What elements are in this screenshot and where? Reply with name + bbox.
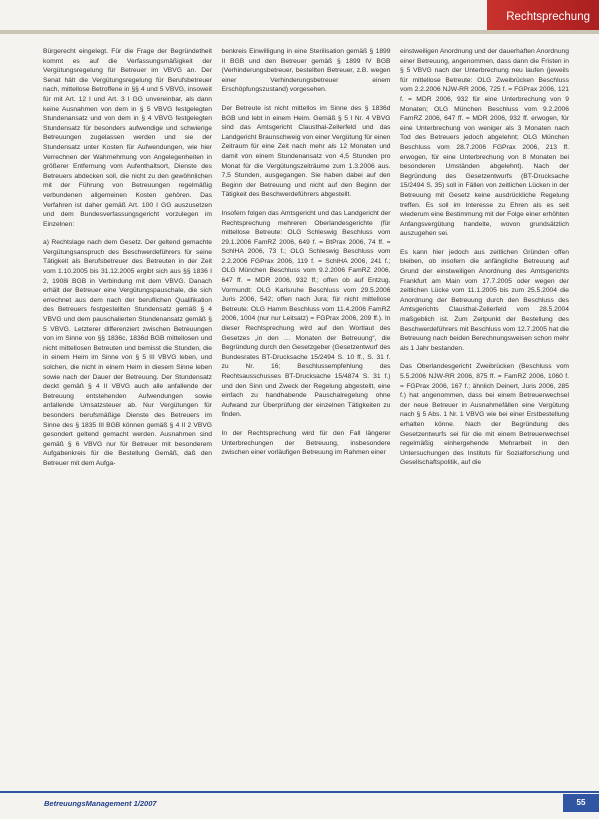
section-title: Rechtsprechung (506, 11, 590, 23)
paragraph: Bürgerecht eingelegt. Für die Frage der Begründetheit kommt es auf die Verfassungsmäßigkeit der Vergütungsregelung für Betreuer im VBVG an. Der Senat hält die Vergütungsregelung für Berufsbetreuer nach, mittellose Betroffene in §§ 4 und 5 VBVG, insoweit für mit Art. 12 I und Art. 3 I GG unvereinbar, als dann keine Ausnahmen von dem in § 5 VBVG festgelegten Stundenansatz und von dem in § 4 VBVG festgelegten Stundensatz für besonders aufwendige und schwierige Betreuungen zugelassen werden und sie der Stundensatz unter Kosten für Aufwendungen, wie hier Verrechnen der Wahrnehmung von Angelegenheiten in größerer Entfernung vom Aufenthaltsort, Dienste des Betreuers abdecken soll, die nicht zu den gewöhnlichen mit der Führung von Betreuungen regelmäßig verbundenen allgemeinen Kosten gehören. Das Verfahren ist daher gemäß Art. 100 I GG auszusetzen und dem Bundesverfassungsgericht vorzulegen im Einzelnen: (43, 48, 212, 228)
section-header-tab (487, 0, 599, 30)
text-column-3 (400, 47, 569, 782)
paragraph: a) Rechtslage nach dem Gesetz. Der geltend gemachte Vergütungsanspruch des Beschwerdeführers für seine Tätigkeit als Berufsbetreuer des Betreuten in der Zeit vom 1.10.2005 bis 31.12.2005 ergibt sich aus §§ 1836 I 2, 1908i BGB in Verbindung mit dem VBVG. Danach erhält der Betreuer eine Vergütungspauschale, die sich errechnet aus dem nach der beruflichen Qualifikation des Betreuers festgestellten Stundensatz gemäß § 4 VBVG und dem pauschalierten Stundenansatz gemäß § 5 VBVG. Letzterer differenziert zwischen Betreuungen von im Sinne von §§ 1836c, 1836d BGB mittellosen und nicht mittellosen Betreuten und bemisst die Stunden, die in einem Heim im Sinne von § 5 III VBVG leben, und solchen, die nicht in einem Heim in diesem Sinne leben sowie nach der Dauer der Betreuung. Der Stundensatz deckt gemäß § 4 II VBVG auch alle anfallende der Betreuung entstehenden Aufwendungen sowie anfallende Umsatzsteuer ab. Nur Vergütungen für besonders berufsmäßige Dienste des Betreuers im Sinne des § 1835 III BGB können gemäß § 4 II 2 VBVG gesondert geltend gemacht werden. Ausnahmen sind gemäß § 6 VBVG nur für Betreuer mit besonderem Aufgabenkreis für die Bestellung Gemäß, daß den Betreuer mit dem Aufga- (43, 239, 212, 467)
article-body (43, 47, 569, 782)
footer-rule (0, 791, 599, 793)
page-number: 55 (563, 794, 599, 812)
paragraph: Insofern folgen das Amtsgericht und das Landgericht der Rechtsprechung mehreren Oberlandesgerichte (für mittellose Betreute: OLG Schleswig Beschluss vom 29.1.2006 FamRZ 2006, 649 f. = BtPrax 2006, 74 ff. = SchlHA 2006, 73 f.; OLG Schleswig Beschluss vom 2.2.2006 FGPrax 2006, 119 f. = SchlHA 2006, 241 f.; OLG München Beschluss vom 9.2.2006 FamRZ 2006, 647 ff. = MDR 2006, 932 ff.; offen ob auf Entzug, Vormundt: OLG Karlsruhe Beschluss vom 29.5.2006 Juris 2006, 542; offen nach Jura; für nicht mittellose Betreute: OLG Hamm Beschluss vom 11.4.2006 FamRZ 2006, 1004 (nur nur Leitsatz) = FGPrax 2006, 209 ff.). In dieser Rechtsprechung wird auf den Wortlaut des Gesetzes „in den … Monaten der Betreuung“, die Begründung durch den Gesetzgeber (Gesetzentwurf des Bundesrates BT-Drucksache 15/2494 S. 10 ff., S. 31 f. zu Nr. 16; Beschlussempfehlung des Rechtsausschusses BT-Drucksache 15/4874 S. 31 f.) und den Sinn und Zweck der Regelung abgestellt, eine einfach zu handhabende Pauschalregelung ohne Aufwand zur Überprüfung der einzelnen Tätigkeiten zu finden. (221, 209, 391, 419)
paragraph: Es kann hier jedoch aus zeitlichen Gründen offen bleiben, ob insofern die anfängliche Betreuung auf Grund der einstweiligen Anordnung des Amtsgerichts Frankfurt am Main vom 17.7.2005 oder wegen der zeitlichen Lücke vom 11.1.2005 bis zum 25.5.2004 die Anordnung der Betreuung durch den Beschluss des Amtsgerichts Clausthal-Zellerfeld vom 28.5.2004 maßgeblich ist. Zum Zeitpunkt der Bestellung des Beschwerdeführers mit Beschluss vom 12.7.2005 hat die Betreuung nach beiden Berechnungsweisen schon mehr als 1 Jahr bestanden. (400, 248, 569, 352)
header-rule (0, 30, 599, 34)
publication-name: BetreuungsManagement 1/2007 (44, 799, 157, 808)
paragraph: einstweiligen Anordnung und der dauerhaften Anordnung einer Betreuung, angenommen, dass dann die Fristen in § 5 VBVG nach der Unterbrechung neu laufen (jeweils für mittellose Betreute: OLG Zweibrücken Beschluss vom 2.2.2006 NJW-RR 2006, 725 f. = FGPrax 2006, 121 f. = MDR 2006, 932 für eine Unterbrechung von 9 Monaten; OLG München Beschluss vom 9.2.2006 FamRZ 2006, 647 ff. = MDR 2006, 932 ff. erwogen, für eine Unterbrechung von weniger als 3 Monaten nach Tod des Betreuers jedoch abgelehnt; OLG München Beschluss vom 28.7.2006 FGPrax 2006, 213 ff. erwogen, für eine Unterbrechung von 8 Monaten bei besonderen Umständen abgelehnt). Nach der Begründung des Gesetzentwurfs (BT-Drucksache 15/2494 S. 35) soll in Fällen von zeitlichen Lücken in der Betreuung mit Gesetz keine ausdrückliche Regelung treffen. Es soll im Interesse zu Ehren als es seit wiederum eine Bestimmung mit der Folge einer erhöhten Anfangsvergütung handelte, wovon grundsätzlich auszugehen sei. (400, 48, 569, 238)
paragraph: benkreis Einwilligung in eine Sterilisation gemäß § 1899 II BGB und den Betreuer gemäß § 1899 IV BGB (Verhinderungsbetreuer, bestellten Betreuer, z.B. wegen einer Verhinderungsbetreuer einem Erschöpfungszustand) vorgesehen. (221, 48, 391, 94)
text-column-1 (43, 47, 212, 782)
paragraph: Das Oberlandesgericht Zweibrücken (Beschluss vom 5.5.2006 NJW-RR 2006, 875 ff. = FamRZ 2006, 1060 f. = FGPrax 2006, 167 f.; ähnlich Deinert, Juris 2006, 285 f.) hat angenommen, dass bei einem Betreuerwechsel der neue Betreuer in Ausnahmefällen eine Vergütung nach § 5 Abs. 1 Nr. 1 VBVG wie bei einer Erstbestellung erhalten könne. Nach der Begründung des Gesetzentwurfs sei für die mit einem Betreuerwechsel regelmäßig einhergehende Mehrarbeit in den Untersuchungen des Instituts für Sozialforschung und Gesellschaftspolitik, auf die (400, 363, 569, 467)
paragraph: Der Betreute ist nicht mittellos im Sinne des § 1836d BGB und lebt in einem Heim. Gemäß § 5 I Nr. 4 VBVG sind das Amtsgericht Clausthal-Zellerfeld und das Landgericht Braunschweig von einer Vergütung für einen Zeitraum für eine Zeit nach mehr als 12 Monaten und damit von einem Stundenansatz von 4,5 Stunden pro Monat für die Vergütungszeiträume zum 1.3.2006 aus. 7,5 Stunden, ausgegangen. Sie haben dabei auf den Beginn der Betreuung und nicht auf den Beginn der Tätigkeit des Beschwerdeführers abgestellt. (221, 104, 391, 199)
paragraph: In der Rechtsprechung wird für den Fall längerer Unterbrechungen der Betreuung, insbesondere zwischen einer vorläufigen Betreuung im Rahmen einer (221, 429, 391, 457)
text-column-2 (222, 47, 391, 782)
